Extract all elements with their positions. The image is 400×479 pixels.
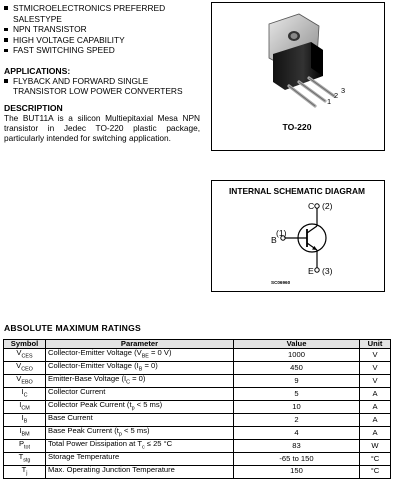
table-row bbox=[4, 375, 391, 388]
symbol-cell: $I_C$ bbox=[4, 388, 46, 401]
unit-cell: °C bbox=[360, 465, 391, 478]
unit-cell: W bbox=[360, 439, 391, 452]
value-cell: 4 bbox=[234, 426, 360, 439]
feature-item: HIGH VOLTAGE CAPABILITY bbox=[4, 35, 204, 46]
parameter-cell: Collector-Emitter Voltage $(I_B = 0)$ bbox=[46, 362, 234, 375]
table-row bbox=[4, 465, 391, 478]
feature-item: FAST SWITCHING SPEED bbox=[4, 45, 204, 56]
unit-cell: V bbox=[360, 362, 391, 375]
unit-cell: A bbox=[360, 388, 391, 401]
header-unit: Unit bbox=[360, 340, 391, 349]
transistor-schematic bbox=[211, 180, 385, 292]
parameter-cell: Total Power Dissipation at $T_c \le 25$ °C bbox=[46, 439, 234, 452]
parameter-cell: Max. Operating Junction Temperature bbox=[46, 465, 234, 478]
table-row bbox=[4, 426, 391, 439]
package-label: TO-220 bbox=[282, 122, 312, 132]
collector-label: C bbox=[308, 201, 315, 211]
symbol-cell: $I_{CM}$ bbox=[4, 401, 46, 414]
parameter-cell: Base Peak Current ($t_p < 5$ ms) bbox=[46, 426, 234, 439]
to220-package-image bbox=[211, 2, 385, 122]
symbol-cell: $V_{CES}$ bbox=[4, 349, 46, 362]
symbol-cell: $I_B$ bbox=[4, 414, 46, 427]
bullet-icon bbox=[4, 49, 8, 53]
value-cell: 2 bbox=[234, 414, 360, 427]
parameter-cell: Emitter-Base Voltage $(I_C = 0)$ bbox=[46, 375, 234, 388]
table-row bbox=[4, 388, 391, 401]
value-cell: 1000 bbox=[234, 349, 360, 362]
schematic-title: INTERNAL SCHEMATIC DIAGRAM bbox=[228, 186, 365, 196]
value-cell: 10 bbox=[234, 401, 360, 414]
symbol-cell: $T_{stg}$ bbox=[4, 452, 46, 465]
unit-cell: V bbox=[360, 349, 391, 362]
description-title: DESCRIPTION bbox=[4, 103, 63, 113]
parameter-cell: Collector Peak Current ($t_p < 5$ ms) bbox=[46, 401, 234, 414]
emitter-pin-label: (3) bbox=[322, 266, 333, 276]
symbol-cell: $I_{BM}$ bbox=[4, 426, 46, 439]
pin-2-label: 2 bbox=[334, 91, 339, 100]
value-cell: 5 bbox=[234, 388, 360, 401]
applications-title: APPLICATIONS: bbox=[4, 66, 71, 76]
unit-cell: A bbox=[360, 401, 391, 414]
table-header-row bbox=[4, 340, 391, 349]
symbol-cell: $V_{EBO}$ bbox=[4, 375, 46, 388]
bullet-icon bbox=[4, 6, 8, 10]
ratings-title: ABSOLUTE MAXIMUM RATINGS bbox=[4, 323, 141, 333]
symbol-cell: $V_{CEO}$ bbox=[4, 362, 46, 375]
parameter-cell: Base Current bbox=[46, 414, 234, 427]
table-row bbox=[4, 452, 391, 465]
pin-1-label: 1 bbox=[327, 97, 332, 106]
table-row bbox=[4, 349, 391, 362]
parameter-cell: Collector Current bbox=[46, 388, 234, 401]
base-label: B bbox=[271, 235, 277, 245]
symbol-cell: $T_j$ bbox=[4, 465, 46, 478]
header-value: Value bbox=[234, 340, 360, 349]
base-pin-label: (1) bbox=[276, 228, 287, 238]
pin-3-label: 3 bbox=[341, 86, 346, 95]
collector-pin-label: (2) bbox=[322, 201, 333, 211]
table-row bbox=[4, 362, 391, 375]
value-cell: 450 bbox=[234, 362, 360, 375]
feature-item: NPN TRANSISTOR bbox=[4, 24, 204, 35]
table-row bbox=[4, 439, 391, 452]
applications-list bbox=[4, 76, 204, 96]
parameter-cell: Collector-Emitter Voltage ($V_{BE} = 0$ V) bbox=[46, 349, 234, 362]
bullet-icon bbox=[4, 79, 8, 83]
application-item: FLYBACK AND FORWARD SINGLE TRANSISTOR LOW POWER CONVERTERS bbox=[4, 76, 204, 96]
ratings-table-body bbox=[4, 349, 391, 478]
ratings-table bbox=[3, 339, 391, 479]
unit-cell: A bbox=[360, 414, 391, 427]
unit-cell: A bbox=[360, 426, 391, 439]
unit-cell: V bbox=[360, 375, 391, 388]
emitter-label: E bbox=[308, 266, 314, 276]
value-cell: 9 bbox=[234, 375, 360, 388]
symbol-cell: $P_{tot}$ bbox=[4, 439, 46, 452]
schematic-code: SC06960 bbox=[271, 280, 291, 285]
table-row bbox=[4, 414, 391, 427]
header-parameter: Parameter bbox=[46, 340, 234, 349]
bullet-icon bbox=[4, 38, 8, 42]
feature-item: STMICROELECTRONICS PREFERRED SALESTYPE bbox=[4, 3, 204, 24]
description-text: The BUT11A is a silicon Multiepitaxial Mesa NPN transistor in Jedec TO-220 plastic package, particularly intended for switching application. bbox=[4, 113, 200, 143]
value-cell: 83 bbox=[234, 439, 360, 452]
header-symbol: Symbol bbox=[4, 340, 46, 349]
value-cell: -65 to 150 bbox=[234, 452, 360, 465]
unit-cell: °C bbox=[360, 452, 391, 465]
parameter-cell: Storage Temperature bbox=[46, 452, 234, 465]
value-cell: 150 bbox=[234, 465, 360, 478]
features-list bbox=[4, 3, 204, 56]
bullet-icon bbox=[4, 28, 8, 32]
table-row bbox=[4, 401, 391, 414]
